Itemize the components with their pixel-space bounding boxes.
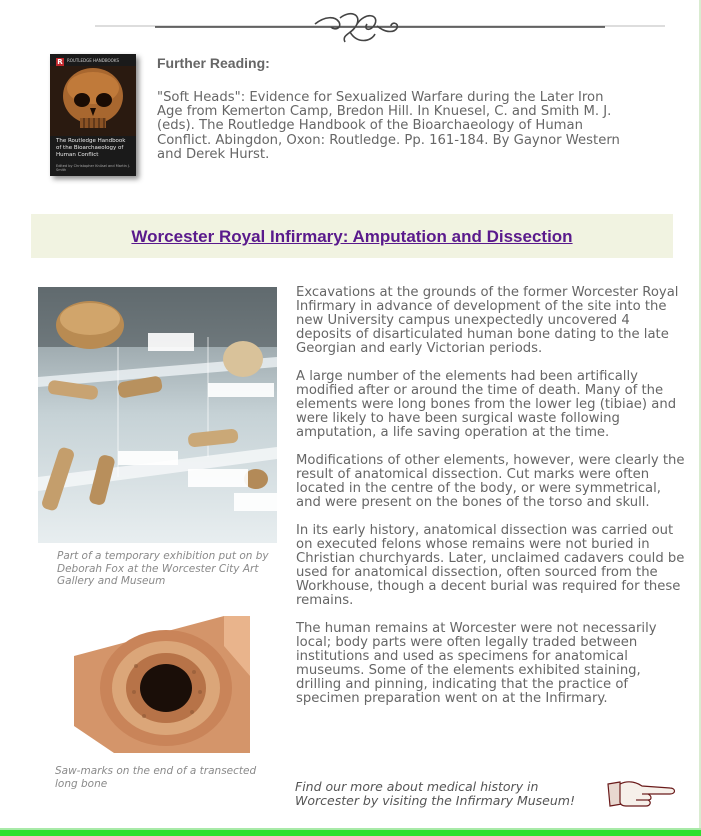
- bone-caption: Saw-marks on the end of a transected long bone: [55, 765, 257, 790]
- cover-editors-text: Edited by Christopher Knüsel and Martin J. Smith: [56, 164, 131, 172]
- article-body: [296, 286, 686, 720]
- exhibition-case-photo: [38, 287, 277, 543]
- paragraph: Modifications of other elements, however, were clearly the result of anatomical dissection. Cut marks were often located in the centre of the body, or were symmetrical, and were present on the bones of the torso and skull.: [296, 453, 685, 510]
- sawn-bone-photo: [74, 616, 250, 753]
- pointing-hand-icon[interactable]: [606, 776, 676, 810]
- publisher-logo: R: [57, 58, 63, 66]
- book-cover-image[interactable]: [50, 54, 136, 176]
- paragraph: A large number of the elements had been artifically modified after or around the time of death. Many of the elements were long bones from the lower leg (tibiae) and were likely to have been surgical waste following amputation, a life saving operation at the time.: [296, 369, 677, 440]
- infirmary-museum-note: Find our more about medical history in Worcester by visiting the Infirmary Museum!: [295, 779, 575, 808]
- section-title-link[interactable]: Worcester Royal Infirmary: Amputation and Dissection: [131, 227, 573, 246]
- exhibition-caption: Part of a temporary exhibition put on by Deborah Fox at the Worcester City Art Gallery and Museum: [57, 550, 269, 587]
- ornamental-flourish-icon: [95, 4, 665, 44]
- further-reading-heading: Further Reading:: [157, 55, 270, 71]
- further-reading-citation: "Soft Heads": Evidence for Sexualized Warfare during the Later Iron Age from Kemerton Camp, Bredon Hill. In Knuesel, C. and Smith M. J. (eds). The Routledge Handbook of the Bioarchaeology of Human Conflict. Abingdon, Oxon: Routledge. Pp. 161-184. By Gaynor Western and Derek Hurst.: [157, 90, 620, 162]
- section-title-band: [31, 214, 673, 258]
- bottom-bar: [0, 830, 701, 836]
- cover-series-text: ROUTLEDGE HANDBOOKS: [67, 58, 119, 63]
- cover-title-text: The Routledge Handbook of the Bioarchaeology of Human Conflict: [56, 138, 126, 158]
- paragraph: In its early history, anatomical dissection was carried out on executed felons whose remains were not buried in Christian churchyards. Later, unclaimed cadavers could be used for anatomical dissection, often sourced from the Workhouse, though a decent burial was required for these remains.: [296, 523, 685, 608]
- paragraph: Excavations at the grounds of the former Worcester Royal Infirmary in advance of development of the site into the new University campus unexpectedly uncovered 4 deposits of disarticulated human bone dating to the late Georgian and early Victorian periods.: [296, 285, 679, 356]
- paragraph: The human remains at Worcester were not necessarily local; body parts were often legally traded between institutions and used as specimens for anatomical museums. Some of the elements exhibited staining, drilling and pinning, indicating that the practice of specimen preparation went on at the Infirmary.: [296, 621, 657, 706]
- skull-illustration: [50, 66, 136, 136]
